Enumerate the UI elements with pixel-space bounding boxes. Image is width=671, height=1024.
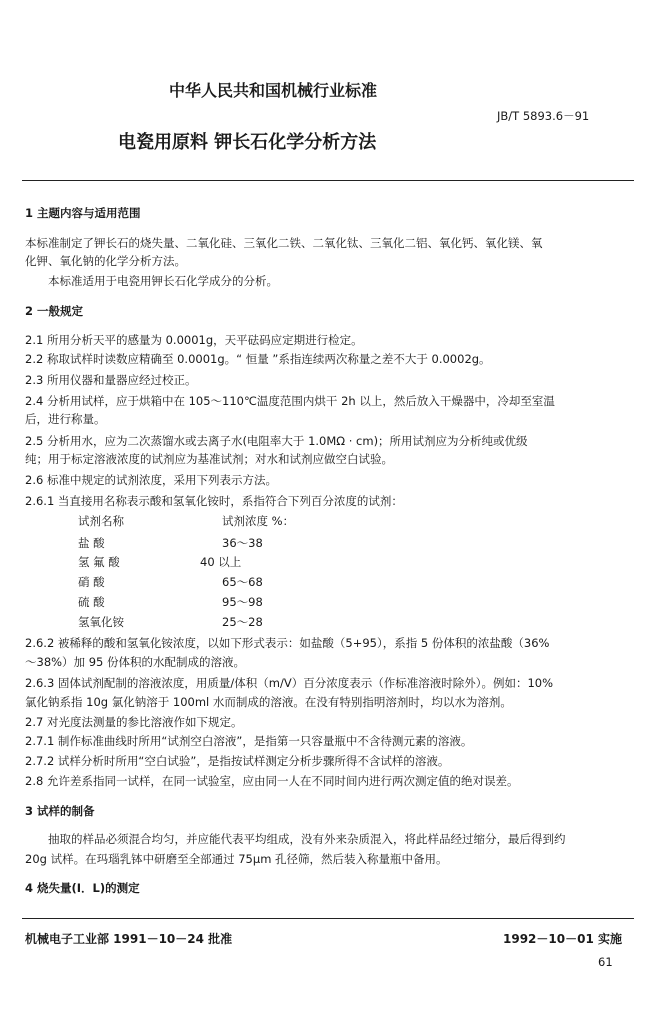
paragraph: 抽取的样品必须混合均匀，并应能代表平均组成，没有外来杂质混入，将此样品经过缩分，最后得到约 — [48, 832, 566, 846]
clause-2-8: 2.8 允许差系指同一试样，在同一试验室，应由同一人在不同时间内进行两次测定值的绝对误差。 — [25, 774, 519, 788]
issuing-body: 中华人民共和国机械行业标准 — [169, 81, 378, 100]
clause-2-5: 2.5 分析用水，应为二次蒸馏水或去离子水(电阻率大于 1.0MΩ · cm)；所用试剂应为分析纯或优级 — [25, 434, 528, 448]
clause-2-6-2: 2.6.2 被稀释的酸和氢氧化铵浓度，以如下形式表示：如盐酸（5+95），系指 5 份体积的浓盐酸（36% — [25, 636, 550, 650]
reagent-conc-header: 试剂浓度 %： — [222, 514, 295, 528]
reagent-conc: 95～98 — [222, 595, 263, 609]
clause-2-5-cont: 纯；用于标定溶液浓度的试剂应为基准试剂；对水和试剂应做空白试验。 — [25, 452, 393, 466]
reagent-conc: 65～68 — [222, 575, 263, 589]
paragraph: 化钾、氧化钠的化学分析方法。 — [25, 254, 186, 268]
reagent-name-header: 试剂名称 — [78, 514, 124, 528]
page-number: 61 — [598, 955, 613, 969]
footer-rule — [22, 918, 634, 919]
reagent-name: 硝 酸 — [78, 575, 105, 589]
clause-2-6: 2.6 标准中规定的试剂浓度，采用下列表示方法。 — [25, 473, 277, 487]
reagent-name: 硫 酸 — [78, 595, 105, 609]
implementation-date: 1992－10－01 实施 — [503, 932, 622, 946]
clause-2-6-3: 2.6.3 固体试剂配制的溶液浓度，用质量/体积（m/V）百分浓度表示（作标准溶液时除外）。例如：10% — [25, 676, 554, 690]
section-3-heading: 3 试样的制备 — [25, 804, 95, 818]
clause-2-6-2-cont: ～38%）加 95 份体积的水配制成的溶液。 — [25, 655, 246, 669]
paragraph: 本标准制定了钾长石的烧失量、二氧化硅、三氧化二铁、二氧化钛、三氧化二铝、氧化钙、氧化镁、氧 — [25, 236, 543, 250]
clause-2-1: 2.1 所用分析天平的感量为 0.0001g，天平砝码应定期进行检定。 — [25, 333, 363, 347]
reagent-conc: 36～38 — [222, 536, 263, 550]
reagent-name: 盐 酸 — [78, 536, 105, 550]
reagent-conc: 40 以上 — [200, 555, 242, 569]
paragraph: 本标准适用于电瓷用钾长石化学成分的分析。 — [48, 274, 278, 288]
clause-2-4: 2.4 分析用试样，应于烘箱中在 105～110℃温度范围内烘干 2h 以上，然后放入干燥器中，冷却至室温 — [25, 394, 555, 408]
document-title: 电瓷用原料 钾长石化学分析方法 — [118, 132, 377, 153]
section-2-heading: 2 一般规定 — [25, 304, 84, 318]
reagent-name: 氢 氟 酸 — [78, 555, 120, 569]
standard-code: JB/T 5893.6－91 — [497, 109, 590, 123]
clause-2-6-1: 2.6.1 当直接用名称表示酸和氢氧化铵时，系指符合下列百分浓度的试剂： — [25, 494, 403, 508]
clause-2-7-1: 2.7.1 制作标准曲线时所用“试剂空白溶液”，是指第一只容量瓶中不含待测元素的溶液。 — [25, 734, 473, 748]
clause-2-7: 2.7 对光度法测量的参比溶液作如下规定。 — [25, 715, 243, 729]
clause-2-2: 2.2 称取试样时读数应精确至 0.0001g。“ 恒量 ”系指连续两次称量之差不大于 0.0002g。 — [25, 352, 491, 366]
section-4-heading: 4 烧失量(I．L)的测定 — [25, 881, 140, 895]
clause-2-4-cont: 后，进行称量。 — [25, 412, 106, 426]
clause-2-6-3-cont: 氯化钠系指 10g 氯化钠溶于 100ml 水而制成的溶液。在没有特别指明溶剂时，均以水为溶剂。 — [25, 695, 512, 709]
paragraph: 20g 试样。在玛瑙乳钵中研磨至全部通过 75μm 孔径筛，然后装入称量瓶中备用。 — [25, 852, 448, 866]
reagent-conc: 25～28 — [222, 615, 263, 629]
clause-2-7-2: 2.7.2 试样分析时所用“空白试验”，是指按试样测定分析步骤所得不含试样的溶液。 — [25, 754, 450, 768]
header-rule — [22, 180, 634, 181]
section-1-heading: 1 主题内容与适用范围 — [25, 206, 141, 220]
clause-2-3: 2.3 所用仪器和量器应经过校正。 — [25, 373, 197, 387]
reagent-name: 氢氧化铵 — [78, 615, 124, 629]
approval-line: 机械电子工业部 1991－10－24 批准 — [25, 932, 233, 946]
